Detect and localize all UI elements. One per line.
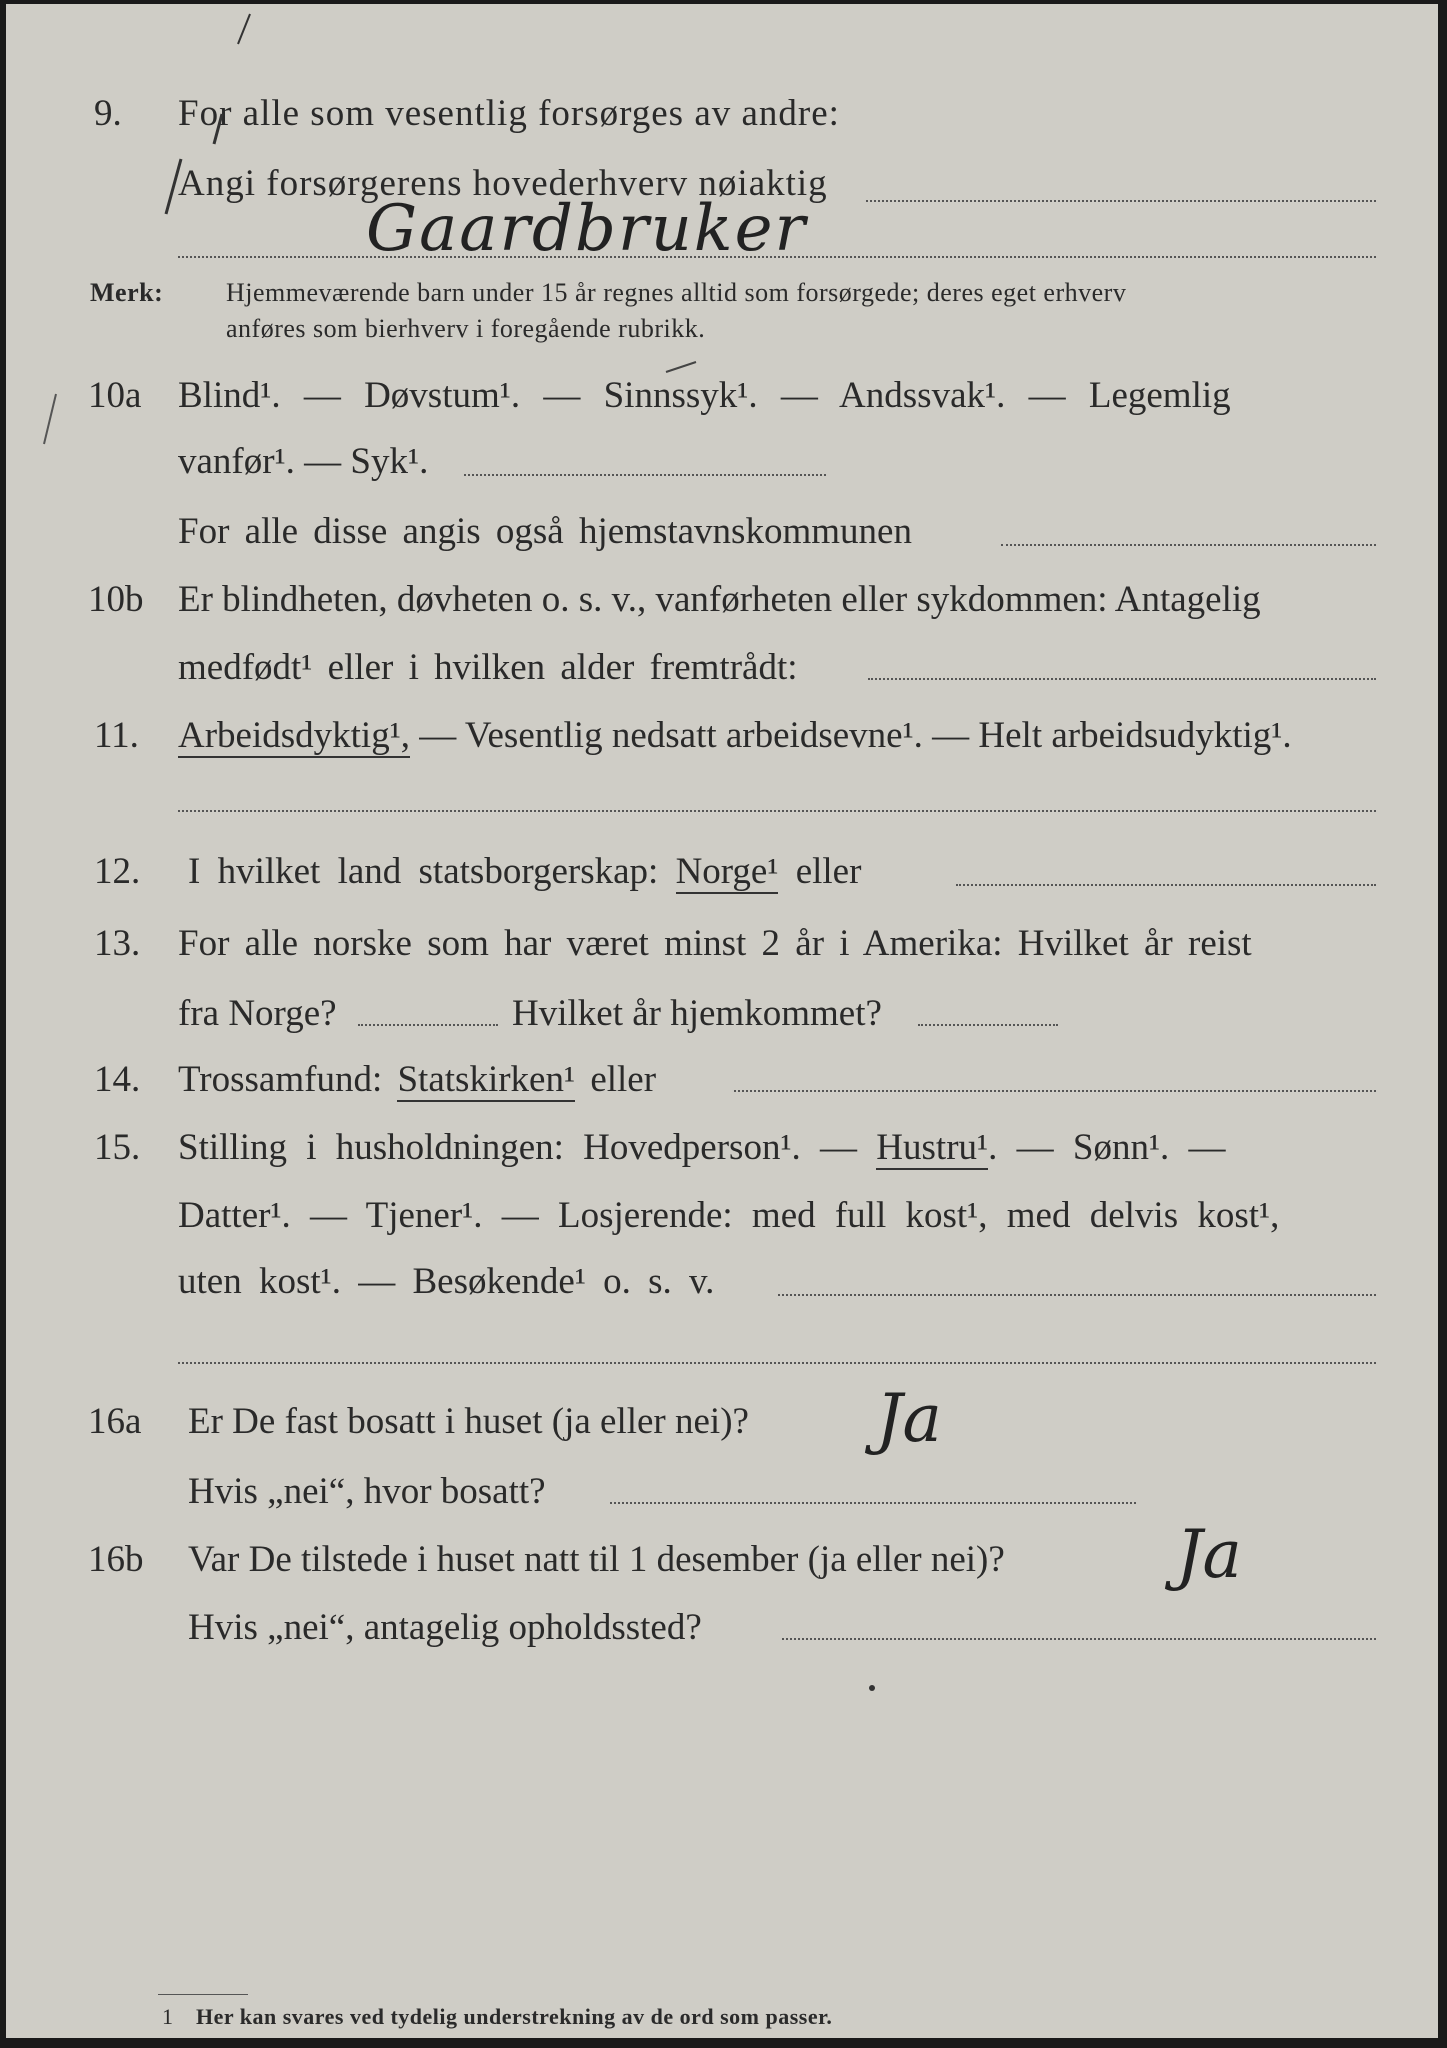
question-13-line1: For alle norske som har været minst 2 år i Amerika: Hvilket år reist <box>178 923 1252 964</box>
question-16a-line2: Hvis „nei“, hvor bosatt? <box>188 1471 546 1512</box>
answer-line <box>178 256 1376 258</box>
question-13-line2a: fra Norge? <box>178 993 337 1034</box>
question-11-rest: — Vesentlig nedsatt arbeidsevne¹. — Helt arbeidsudyktig¹. <box>419 715 1292 756</box>
question-15-number: 15. <box>94 1127 141 1168</box>
question-16b-line1: Var De tilstede i huset natt til 1 desember (ja eller nei)? <box>188 1539 1005 1580</box>
question-10b-line1: Er blindheten, døvheten o. s. v., vanførheten eller sykdommen: Antagelig <box>178 579 1261 620</box>
question-15-line3: uten kost¹. — Besøkende¹ o. s. v. <box>178 1261 715 1302</box>
census-form-page <box>6 4 1438 2038</box>
question-12-number: 12. <box>94 851 141 892</box>
question-11-underlined-answer: Arbeidsdyktig¹, <box>178 715 411 756</box>
question-11-line <box>178 714 1292 757</box>
question-16a-line1: Er De fast bosatt i huset (ja eller nei)? <box>188 1401 749 1442</box>
question-9-line2: Angi forsørgerens hovederhverv nøiaktig <box>178 163 828 204</box>
footnote-separator <box>158 1994 248 1995</box>
answer-line <box>778 1294 1376 1296</box>
question-15-line1a: Stilling i husholdningen: Hovedperson¹. — <box>178 1127 858 1168</box>
question-14-underlined-answer: Statskirken¹ <box>397 1059 576 1100</box>
question-15-line2: Datter¹. — Tjener¹. — Losjerende: med full kost¹, med delvis kost¹, <box>178 1195 1280 1236</box>
answer-line <box>918 1024 1058 1026</box>
question-12-line <box>188 850 861 893</box>
question-13-line2b: Hvilket år hjemkommet? <box>512 993 882 1034</box>
footnote-mark: 1 <box>162 2004 173 2029</box>
note-line1: Hjemmeværende barn under 15 år regnes alltid som forsørgede; deres eget erhverv <box>226 278 1127 307</box>
question-10a-line3: For alle disse angis også hjemstavnskommunen <box>178 511 912 552</box>
note-line2: anføres som bierhverv i foregående rubrikk. <box>226 314 706 343</box>
answer-line <box>956 884 1376 886</box>
question-10a-line2: vanfør¹. — Syk¹. <box>178 441 429 482</box>
question-9-line1: For alle som vesentlig forsørges av andre: <box>178 93 840 134</box>
answer-line <box>610 1502 1136 1504</box>
question-15-underlined-answer: Hustru¹ <box>876 1127 989 1168</box>
question-10a-number: 10a <box>88 375 142 416</box>
question-14-text: Trossamfund: <box>178 1059 383 1100</box>
answer-line <box>178 810 1376 812</box>
question-14-after: eller <box>590 1059 657 1100</box>
handwritten-answer-occupation: Gaardbruker <box>366 192 808 266</box>
answer-line <box>734 1090 1376 1092</box>
footnote-text: Her kan svares ved tydelig understrekning av de ord som passer. <box>196 2004 833 2029</box>
answer-line <box>782 1638 1376 1640</box>
question-16b-number: 16b <box>88 1539 144 1580</box>
note-label: Merk: <box>90 278 164 307</box>
pen-marks <box>6 4 7 5</box>
handwritten-answer-16a: Ja <box>876 1380 942 1457</box>
answer-line <box>866 200 1376 202</box>
answer-line <box>178 1362 1376 1364</box>
question-10b-number: 10b <box>88 579 144 620</box>
handwritten-answer-16b: Ja <box>1176 1516 1242 1593</box>
question-10b-line2: medfødt¹ eller i hvilken alder fremtrådt: <box>178 647 798 688</box>
question-15-line1b: . — Sønn¹. — <box>988 1127 1226 1168</box>
question-15-line1 <box>178 1126 1226 1169</box>
answer-line <box>464 474 826 476</box>
answer-line <box>1001 544 1376 546</box>
question-12-text: I hvilket land statsborgerskap: <box>188 851 659 892</box>
question-14-number: 14. <box>94 1059 141 1100</box>
question-13-number: 13. <box>94 923 141 964</box>
question-14-line <box>178 1058 656 1101</box>
question-10a-line1: Blind¹. — Døvstum¹. — Sinnssyk¹. — Andssvak¹. — Legemlig <box>178 375 1231 416</box>
answer-line <box>868 678 1376 680</box>
question-12-underlined-answer: Norge¹ <box>675 851 779 892</box>
question-11-number: 11. <box>94 715 139 756</box>
answer-line <box>358 1024 498 1026</box>
question-12-after: eller <box>795 851 862 892</box>
question-9-number: 9. <box>94 93 122 134</box>
question-16a-number: 16a <box>88 1401 142 1442</box>
question-16b-line2: Hvis „nei“, antagelig opholdssted? <box>188 1607 702 1648</box>
